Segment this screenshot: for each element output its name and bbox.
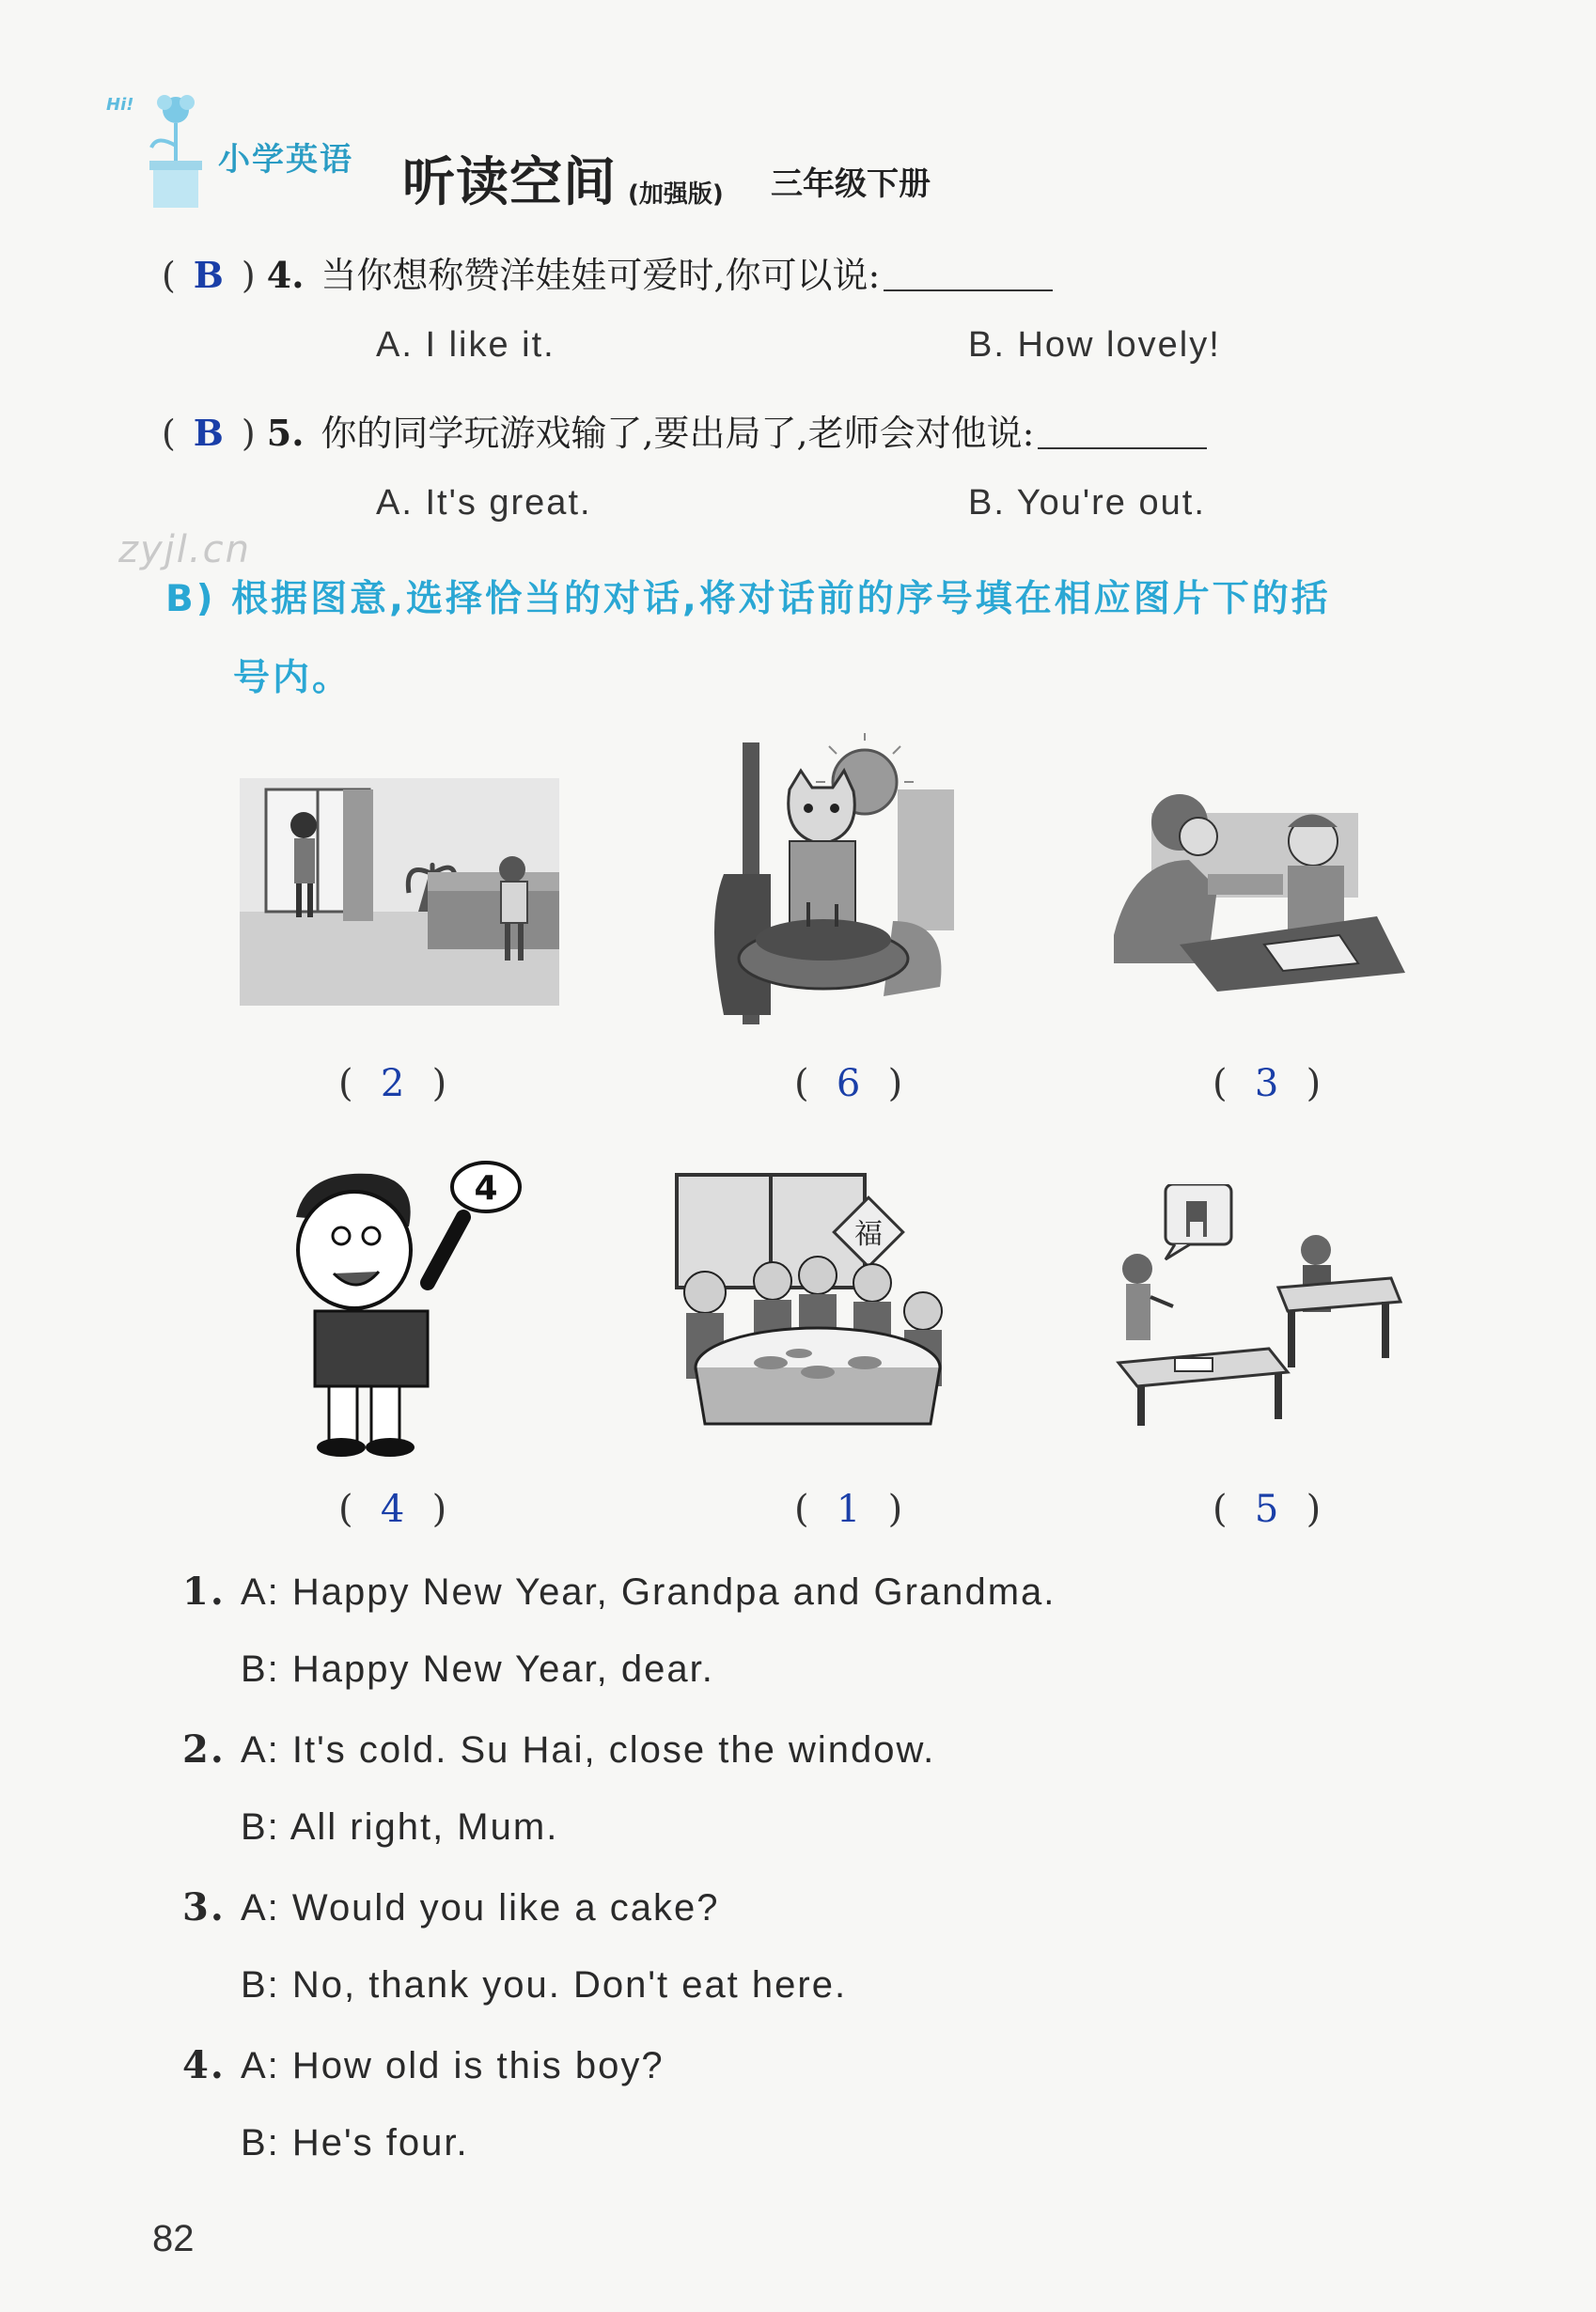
question-number: 5. bbox=[266, 412, 305, 454]
picture-answer-4: ( 4 ) bbox=[338, 1488, 447, 1531]
question-text: 你的同学玩游戏输了,要出局了,老师会对他说: bbox=[321, 413, 1035, 454]
svg-text:Hi!: Hi! bbox=[106, 95, 134, 115]
flower-pot-icon bbox=[99, 89, 211, 211]
grade-label: 三年级下册 bbox=[771, 165, 931, 203]
dialogue-1-b: B: Happy New Year, dear. bbox=[241, 1648, 714, 1690]
dialogue-1-a: 1. A: Happy New Year, Grandpa and Grandma. bbox=[182, 1570, 1056, 1614]
page-number: 82 bbox=[152, 2218, 195, 2259]
question-5: ( B ) 5. 你的同学玩游戏输了,要出局了,老师会对他说: bbox=[162, 404, 1207, 456]
picture-waving-boy bbox=[277, 1161, 531, 1461]
dialogue-4-b: B: He's four. bbox=[241, 2122, 469, 2164]
option-a: A. It's great. bbox=[376, 483, 592, 523]
dialogue-number: 2. bbox=[182, 1727, 226, 1772]
picture-answer-5: ( 1 ) bbox=[794, 1488, 903, 1531]
instruction-line-2: 号内。 bbox=[233, 657, 352, 699]
picture-offer-cake bbox=[1095, 785, 1415, 992]
option-a: A. I like it. bbox=[376, 325, 555, 365]
option-b: B. You're out. bbox=[968, 483, 1206, 523]
dialogue-number: 1. bbox=[182, 1570, 226, 1614]
dialogue-2-b: B: All right, Mum. bbox=[241, 1806, 559, 1848]
answer-blank bbox=[1038, 447, 1207, 449]
picture-answer-3: ( 3 ) bbox=[1213, 1062, 1322, 1105]
picture-answer-6: ( 5 ) bbox=[1213, 1488, 1322, 1531]
picture-family-dinner bbox=[667, 1170, 968, 1438]
question-number: 4. bbox=[266, 254, 305, 296]
dialogue-number: 4. bbox=[182, 2043, 226, 2087]
picture-answer-2: ( 6 ) bbox=[794, 1062, 903, 1105]
answer-letter: B bbox=[193, 412, 224, 454]
dialogue-4-a: 4. A: How old is this boy? bbox=[182, 2043, 665, 2087]
book-edition: (加强版) bbox=[628, 180, 724, 209]
book-title: 听读空间 bbox=[402, 152, 617, 213]
dialogue-3-b: B: No, thank you. Don't eat here. bbox=[241, 1964, 848, 2006]
instruction-line-1: 根据图意,选择恰当的对话,将对话前的序号填在相应图片下的括 bbox=[231, 578, 1331, 620]
answer-letter: B bbox=[193, 254, 224, 296]
picture-cat-cake bbox=[696, 733, 968, 1039]
age-badge: 4 bbox=[474, 1169, 498, 1208]
dialogue-number: 3. bbox=[182, 1885, 226, 1929]
answer-blank bbox=[884, 289, 1053, 291]
section-b-instruction bbox=[165, 560, 1510, 718]
watermark: zyjl.cn bbox=[118, 528, 251, 571]
picture-classroom bbox=[1100, 1184, 1410, 1429]
dialogue-3-a: 3. A: Would you like a cake? bbox=[182, 1885, 720, 1929]
picture-girl-window bbox=[240, 771, 559, 1006]
picture-answer-1: ( 2 ) bbox=[338, 1062, 447, 1105]
series-title: 小学英语 bbox=[218, 141, 353, 179]
option-b: B. How lovely! bbox=[968, 325, 1221, 365]
dialogue-2-a: 2. A: It's cold. Su Hai, close the window. bbox=[182, 1727, 936, 1772]
question-4: ( B ) 4. 当你想称赞洋娃娃可爱时,你可以说: bbox=[162, 246, 1053, 298]
question-text: 当你想称赞洋娃娃可爱时,你可以说: bbox=[321, 255, 881, 296]
section-label: B) bbox=[165, 578, 216, 620]
fu-sign: 福 bbox=[854, 1218, 883, 1251]
